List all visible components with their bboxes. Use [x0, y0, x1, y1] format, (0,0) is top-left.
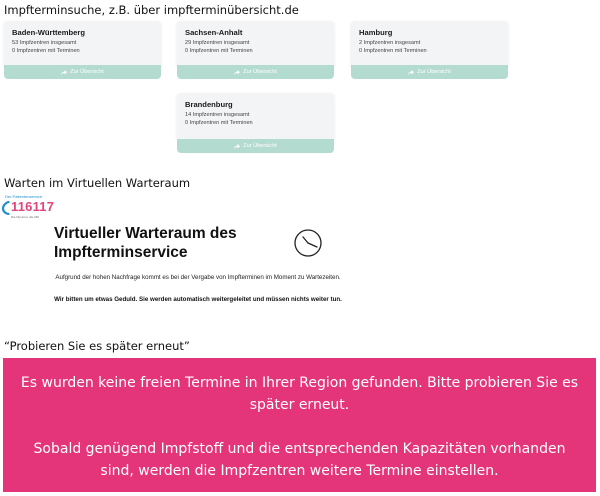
- centers-with-appointments: 0 Impfzentren mit Terminen: [359, 48, 427, 54]
- overview-button-sachsen-anhalt[interactable]: [177, 65, 334, 79]
- overview-button-label: Zur Übersicht: [70, 69, 104, 75]
- overview-button-label: Zur Übersicht: [243, 69, 277, 75]
- state-name: Sachsen-Anhalt: [185, 28, 243, 37]
- alert-message: Es wurden keine freien Termine in Ihrer Region gefunden. Bitte probieren Sie es später erneut.: [20, 375, 579, 413]
- logo-number: 116117: [11, 199, 55, 214]
- total-centers: 53 Impfzentren insgesamt: [12, 40, 77, 46]
- total-centers: 29 Impfzentren insgesamt: [185, 40, 250, 46]
- state-name: Baden-Württemberg: [12, 28, 85, 37]
- state-card-sachsen-anhalt: [177, 21, 334, 68]
- state-name: Hamburg: [359, 28, 393, 37]
- no-appointments-alert: [3, 358, 596, 492]
- share-arrow-icon: [234, 144, 240, 149]
- share-arrow-icon: [234, 70, 240, 75]
- centers-with-appointments: 0 Impfzentren mit Terminen: [185, 120, 253, 126]
- share-arrow-icon: [408, 70, 414, 75]
- heading-retry: “Probieren Sie es später erneut”: [4, 339, 190, 353]
- state-card-baden-wuerttemberg: [4, 21, 161, 68]
- heading-impfterminsuche: Impfterminsuche, z.B. über impfterminübersicht.de: [4, 3, 299, 17]
- waiting-room-title: Virtueller Warteraum des Impfterminservice: [54, 225, 237, 261]
- waiting-room-notice: Wir bitten um etwas Geduld. Sie werden automatisch weitergeleitet und müssen nichts weiter tun.: [54, 296, 342, 303]
- alert-info: Sobald genügend Impfstoff und die entsprechenden Kapazitäten vorhanden sind, werden die Impfzentren weitere Termine einstellen.: [33, 441, 566, 479]
- overview-button-label: Zur Übersicht: [243, 143, 277, 149]
- state-card-hamburg: [351, 21, 508, 68]
- phone-icon: [2, 201, 11, 215]
- overview-button-baden-wuerttemberg[interactable]: [4, 65, 161, 79]
- state-card-brandenburg: [177, 93, 334, 140]
- patientenservice-116117-logo: [2, 194, 58, 224]
- state-name: Brandenburg: [185, 100, 233, 109]
- centers-with-appointments: 0 Impfzentren mit Terminen: [185, 48, 253, 54]
- total-centers: 14 Impfzentren insgesamt: [185, 112, 250, 118]
- waiting-room-description: Aufgrund der hohen Nachfrage kommt es bei der Vergabe von Impfterminen im Moment zu Wartezeiten.: [55, 274, 341, 281]
- total-centers: 2 Impfzentren insgesamt: [359, 40, 421, 46]
- clock-icon: [293, 228, 323, 258]
- heading-warteraum: Warten im Virtuellen Warteraum: [4, 176, 191, 190]
- logo-tagline: Der Patientenservice: [5, 194, 43, 199]
- share-arrow-icon: [61, 70, 67, 75]
- overview-button-label: Zur Übersicht: [417, 69, 451, 75]
- overview-button-brandenburg[interactable]: [177, 139, 334, 153]
- logo-subtext: Die Nummer, die hilft: [11, 215, 39, 219]
- overview-button-hamburg[interactable]: [351, 65, 508, 79]
- centers-with-appointments: 0 Impfzentren mit Terminen: [12, 48, 80, 54]
